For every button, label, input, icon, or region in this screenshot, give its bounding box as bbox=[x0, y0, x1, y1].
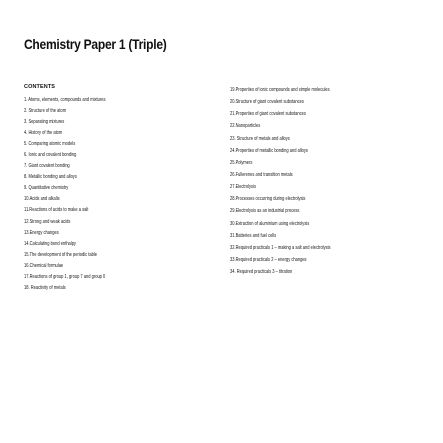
contents-item: 7. Giant covalent bonding bbox=[24, 163, 70, 170]
contents-item: 10.Acids and alkalis bbox=[24, 196, 60, 203]
contents-item: 32.Required practicals 1 – making a salt and electrolysis bbox=[230, 244, 331, 251]
contents-item: 25.Polymers bbox=[230, 159, 253, 166]
contents-item: 29.Electrolysis as an industrial process bbox=[230, 208, 300, 215]
contents-item: 3. Separating mixtures bbox=[24, 119, 65, 126]
contents-item: 34. Required practicals 3 – titration bbox=[230, 269, 293, 276]
contents-list-left bbox=[24, 98, 137, 297]
contents-item: 14.Calculating bond enthalpy bbox=[24, 240, 76, 247]
contents-item: 8. Metallic bonding and alloys bbox=[24, 174, 77, 181]
contents-item: 28.Processes occurring during electrolysis bbox=[230, 196, 306, 203]
contents-item: 12.Strong and weak acids bbox=[24, 218, 71, 225]
contents-item: 19.Properties of ionic compounds and simple molecules bbox=[230, 87, 330, 93]
contents-item: 2. Structure of the atom bbox=[24, 108, 67, 115]
contents-list-right bbox=[230, 88, 370, 282]
contents-item: 20.Structure of giant covalent substances bbox=[230, 99, 304, 106]
contents-item: 22.Nanoparticles bbox=[230, 123, 261, 130]
contents-item: 17.Reactions of group 1, group 7 and group 0 bbox=[24, 273, 106, 280]
contents-item: 33.Required practicals 2 – energy changes bbox=[230, 256, 307, 263]
contents-item: 18. Reactivity of metals bbox=[24, 284, 66, 291]
contents-item: 27.Electrolysis bbox=[230, 184, 256, 191]
contents-item: 13.Energy changes bbox=[24, 229, 59, 236]
contents-item: 23. Structure of metals and alloys bbox=[230, 135, 290, 142]
contents-item: 1. Atoms, elements, compounds and mixtures bbox=[24, 97, 106, 103]
document-title: Chemistry Paper 1 (Triple) bbox=[24, 36, 167, 52]
contents-item: 11.Reactions of acids to make a salt bbox=[24, 207, 89, 214]
contents-item: 6. Ionic and covalent bonding bbox=[24, 152, 77, 159]
contents-item: 9. Quantitative chemistry bbox=[24, 185, 69, 192]
contents-item: 30.Extraction of aluminium using electrolysis bbox=[230, 220, 310, 227]
contents-item: 5. Comparing atomic models bbox=[24, 141, 76, 148]
contents-item: 24.Properties of metallic bonding and alloys bbox=[230, 147, 308, 154]
contents-item: 31.Batteries and fuel cells bbox=[230, 232, 277, 239]
contents-item: 21.Properties of giant covalent substances bbox=[230, 111, 306, 118]
contents-heading: CONTENTS bbox=[24, 84, 56, 90]
contents-item: 15.The development of the periodic table bbox=[24, 251, 98, 258]
contents-item: 16.Chemical formulae bbox=[24, 262, 64, 269]
contents-item: 26.Fullerenes and transition metals bbox=[230, 171, 293, 178]
contents-item: 4. History of the atom bbox=[24, 130, 63, 137]
